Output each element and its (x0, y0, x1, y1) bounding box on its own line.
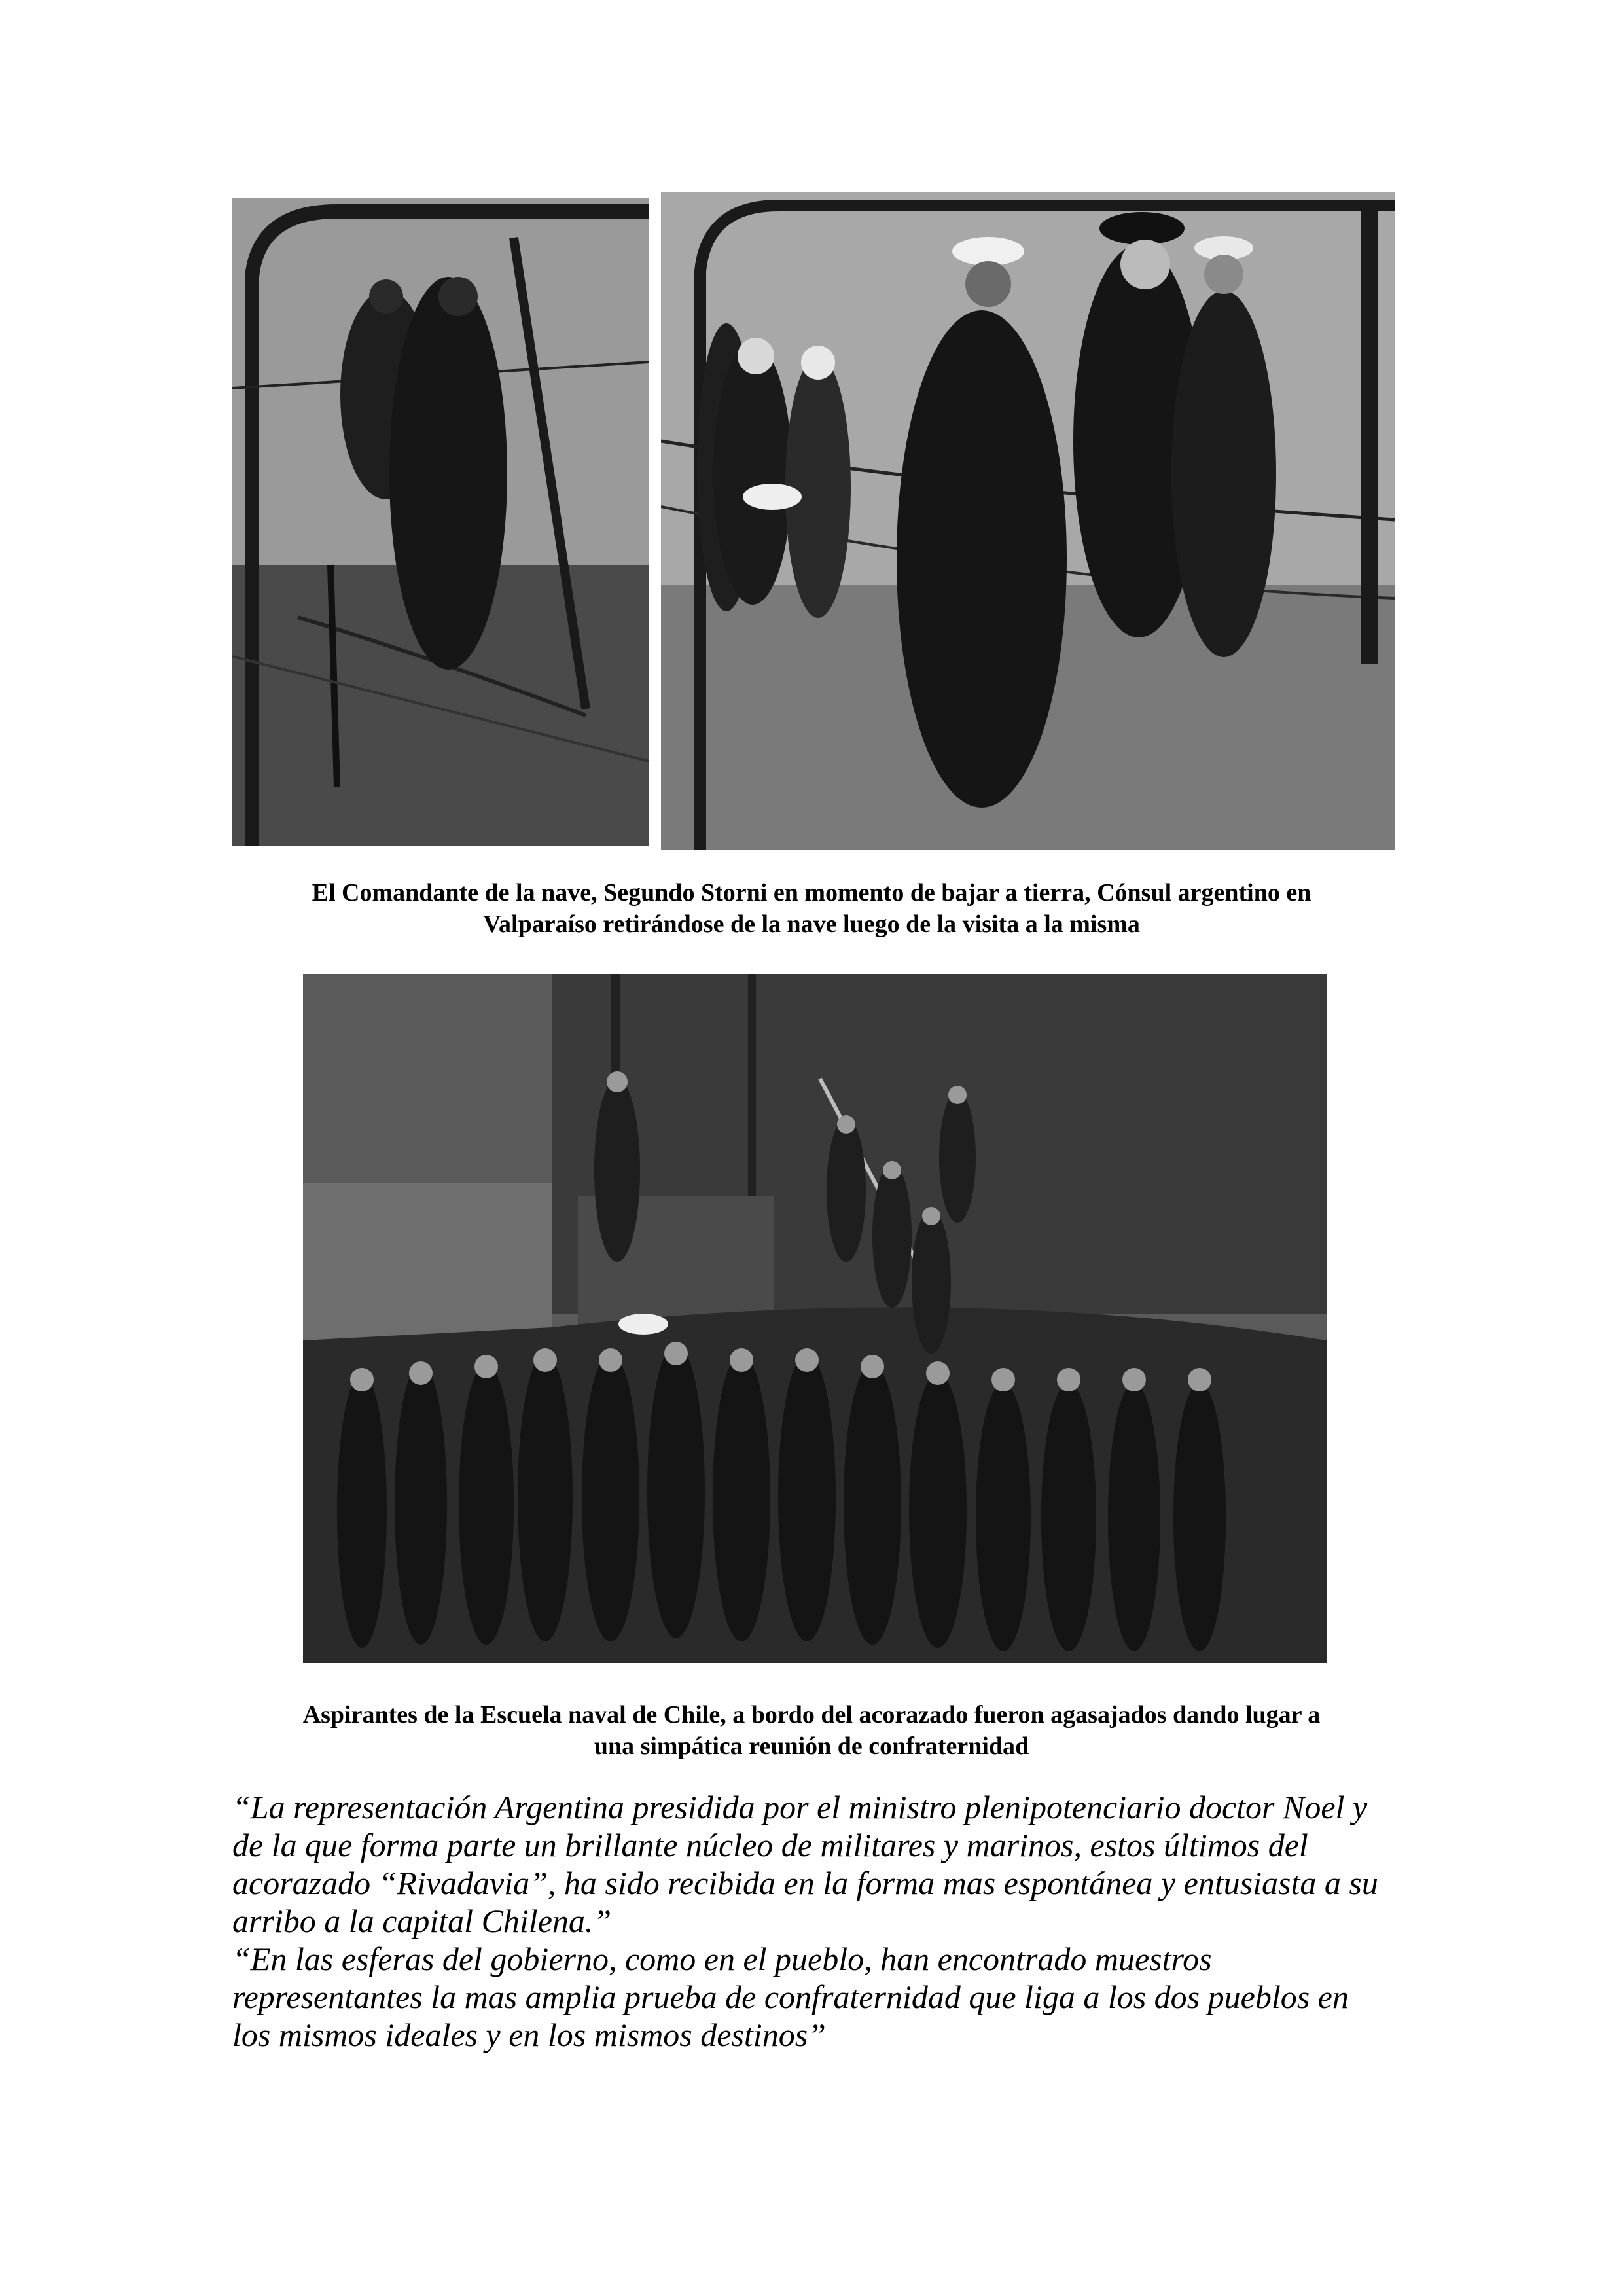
quote-line: “La representación Argentina presidida por el ministro plenipotenciario doctor Noel y (232, 1789, 1368, 1825)
photo-storni-descending (232, 198, 649, 846)
caption-line: Aspirantes de la Escuela naval de Chile, a bordo del acorazado fueron agasajados dando lugar a (302, 1701, 1321, 1729)
quote-line: representantes la mas amplia prueba de confraternidad que liga a los dos pueblos en (232, 1979, 1349, 2015)
quote-line: arribo a la capital Chilena.” (232, 1903, 612, 1939)
quote-paragraph-1 (232, 1788, 1410, 1940)
caption-line: El Comandante de la nave, Segundo Storni en momento de bajar a tierra, Cónsul argentino en (312, 879, 1311, 906)
quote-line: los mismos ideales y en los mismos destinos” (232, 2017, 826, 2053)
quote-line: acorazado “Rivadavia”, ha sido recibida en la forma mas espontánea y entusiasta a su (232, 1865, 1378, 1901)
quote-paragraph-2 (232, 1940, 1410, 2054)
quote-line: de la que forma parte un brillante núcleo de militares y marinos, estos últimos del (232, 1827, 1308, 1863)
caption-cadets-photo (196, 1699, 1427, 1762)
quote-line: “En las esferas del gobierno, como en el pueblo, han encontrado muestros (232, 1941, 1212, 1977)
caption-line: Valparaíso retirándose de la nave luego de la visita a la misma (483, 910, 1140, 938)
photo-cadets-group (303, 974, 1327, 1663)
caption-top-photos (196, 877, 1427, 940)
photo-consul-leaving (661, 192, 1395, 850)
caption-line: una simpática reunión de confraternidad (594, 1732, 1029, 1760)
